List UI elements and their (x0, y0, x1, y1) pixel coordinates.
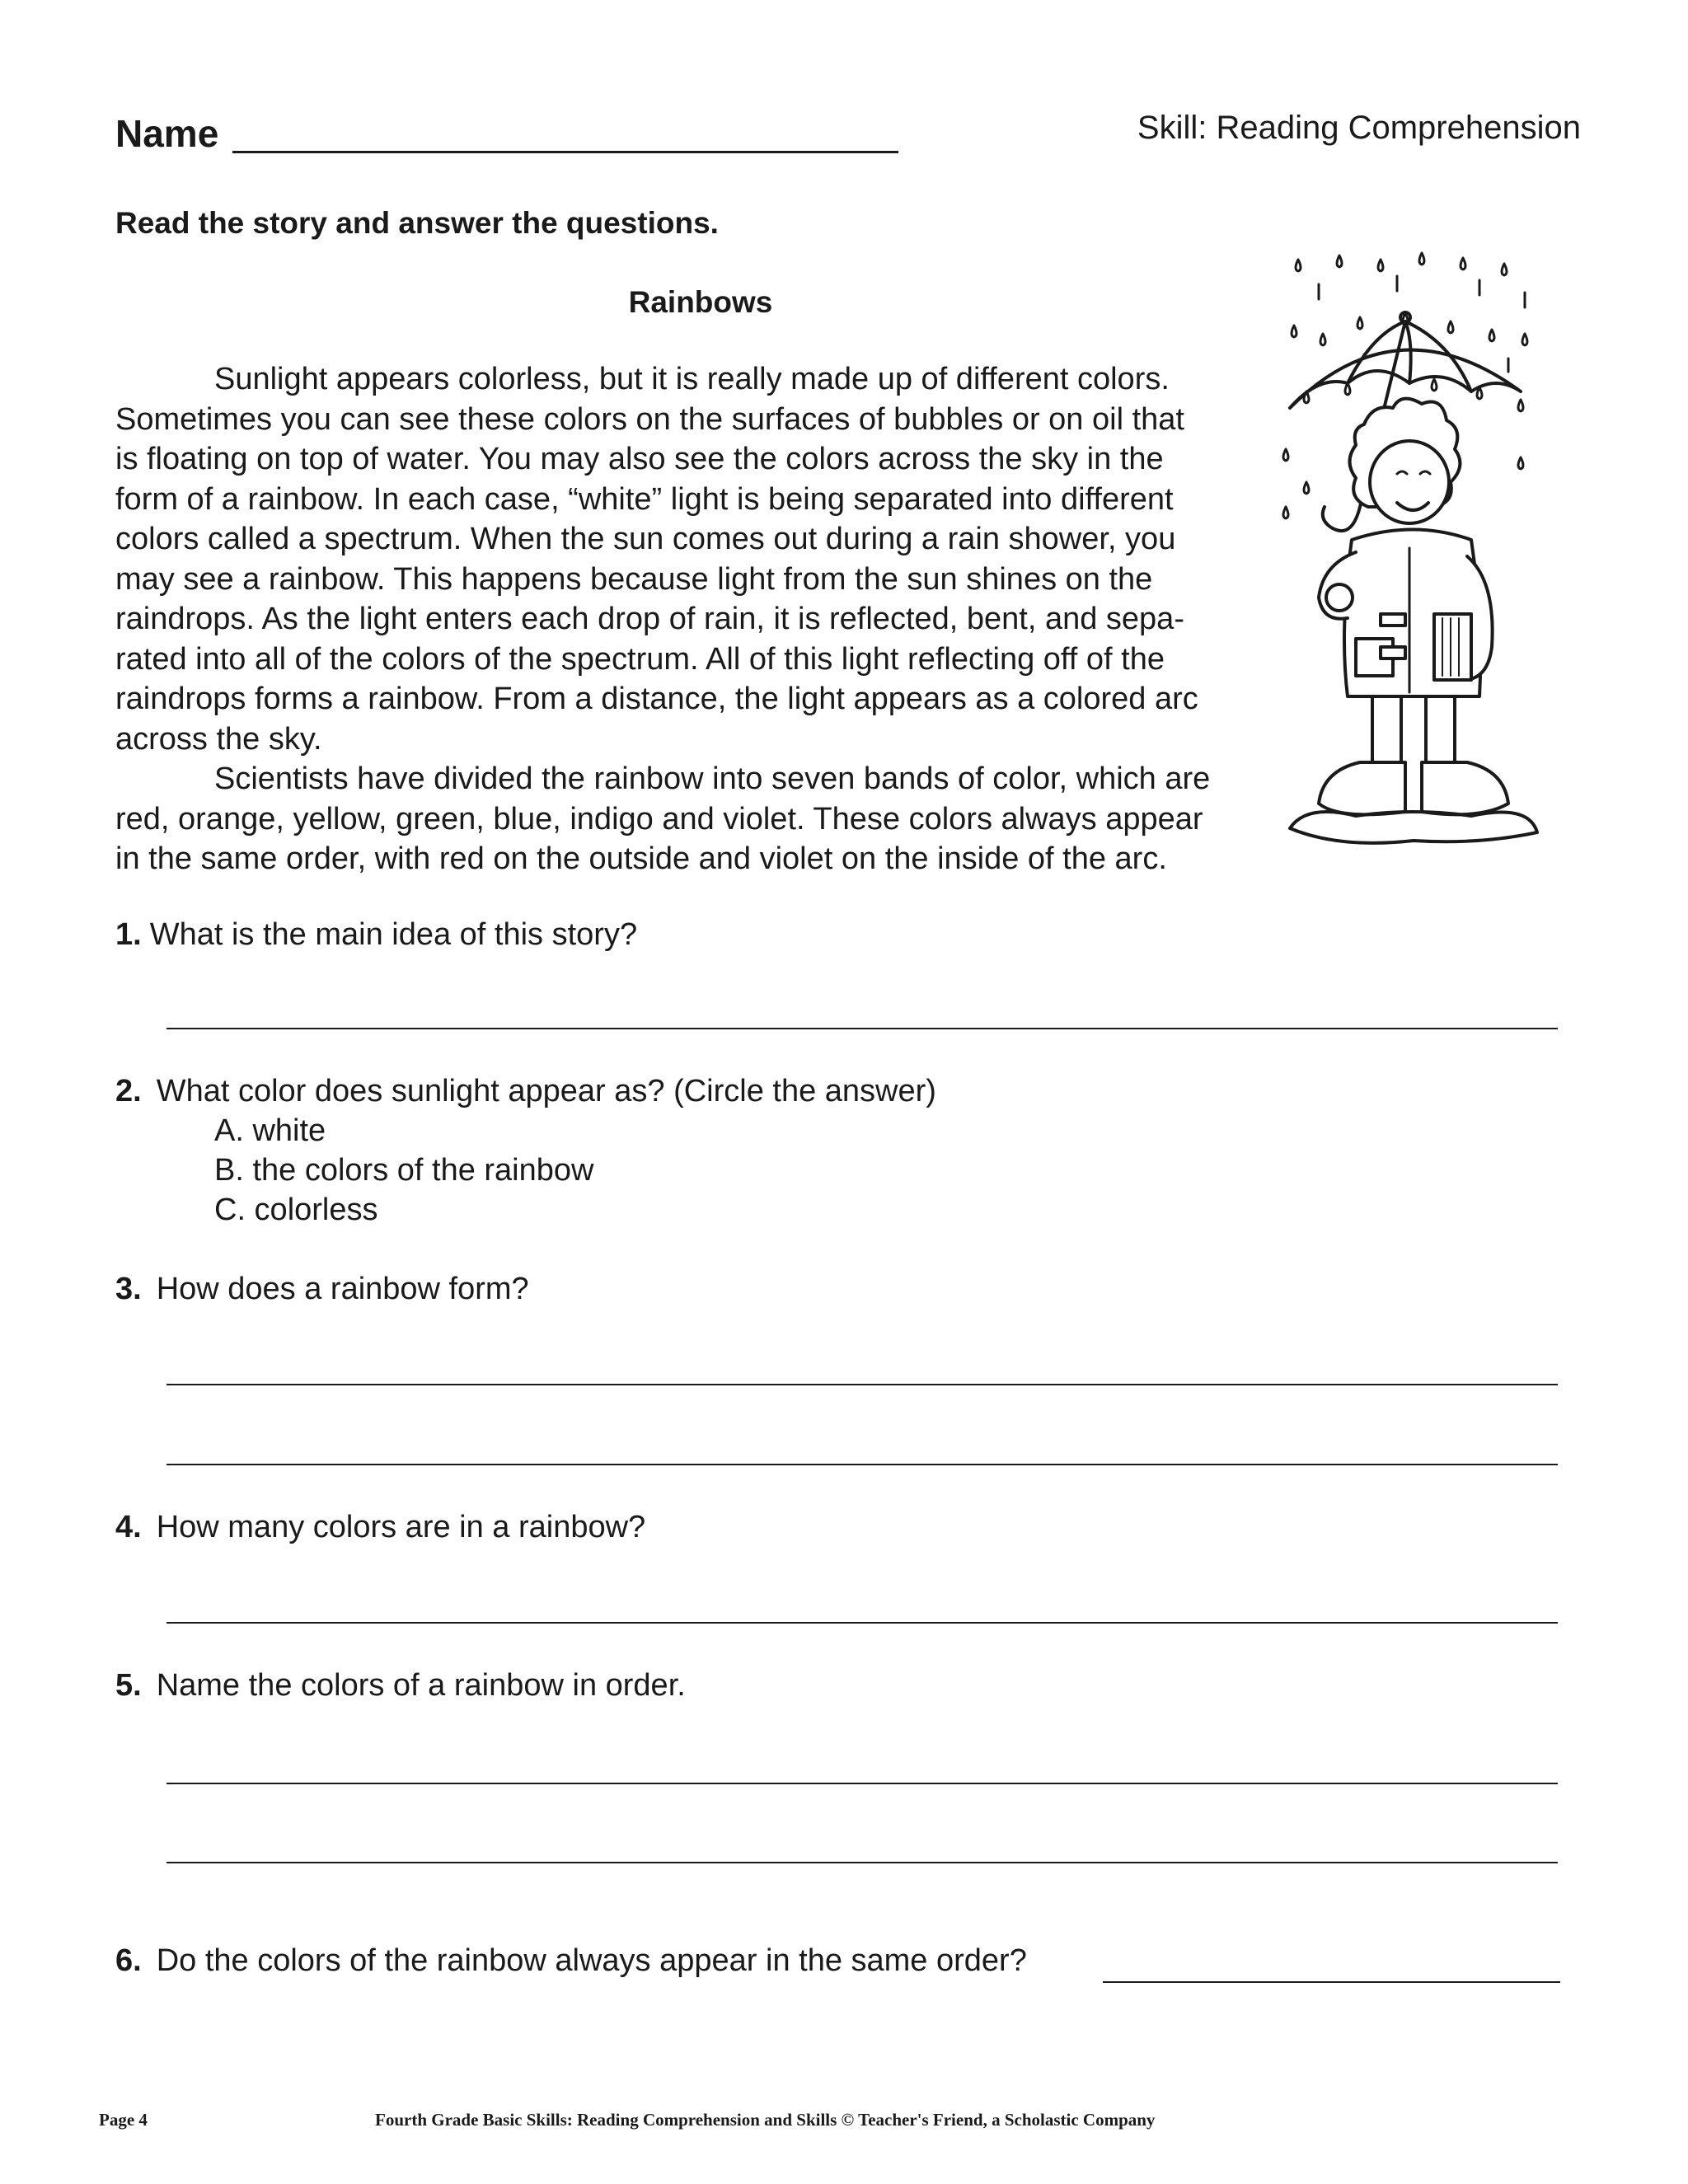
option-a[interactable]: A. white (214, 1113, 326, 1148)
question-6 (115, 1943, 1027, 1979)
question-4 (115, 1510, 645, 1545)
story-line: rated into all of the colors of the spectrum. All of this light reflecting off of the (115, 641, 1165, 677)
page-number: Page 4 (99, 2110, 148, 2130)
question-5 (115, 1668, 686, 1704)
story-line: Sunlight appears colorless, but it is really made up of different colors. (214, 362, 1170, 396)
question-text: What color does sunlight appear as? (Circle the answer) (156, 1074, 936, 1108)
story-title: Rainbows (628, 285, 773, 319)
story-line: across the sky. (115, 721, 322, 757)
story-line: Scientists have divided the rainbow into seven bands of color, which are (214, 762, 1211, 796)
option-c[interactable]: C. colorless (214, 1193, 378, 1227)
answer-line-6[interactable] (1103, 1981, 1560, 1983)
story-line: form of a rainbow. In each case, “white” light is being separated into different (115, 481, 1174, 517)
skill-label: Skill: Reading Comprehension (1137, 110, 1581, 146)
instructions: Read the story and answer the questions. (115, 206, 719, 240)
question-number: 6. (115, 1943, 142, 1978)
copyright-notice: Fourth Grade Basic Skills: Reading Comprehension and Skills © Teacher's Friend, a Scholastic Company (375, 2110, 1156, 2130)
story-line: may see a rainbow. This happens because light from the sun shines on the (115, 561, 1153, 597)
answer-line-5b[interactable] (166, 1862, 1558, 1863)
question-text: How does a rainbow form? (156, 1272, 529, 1306)
question-text: Do the colors of the rainbow always appear in the same order? (156, 1943, 1027, 1978)
question-number: 5. (115, 1668, 142, 1703)
question-number: 2. (115, 1074, 142, 1108)
child-head (1350, 399, 1461, 523)
child-with-umbrella-illustration (1273, 235, 1545, 907)
story-line: in the same order, with red on the outside and violet on the inside of the arc. (115, 841, 1167, 876)
story-line: colors called a spectrum. When the sun comes out during a rain shower, you (115, 522, 1176, 556)
question-2 (115, 1074, 936, 1109)
question-1 (115, 917, 637, 953)
story-line: red, orange, yellow, green, blue, indigo and violet. These colors always appear (115, 801, 1203, 837)
question-number: 3. (115, 1272, 142, 1306)
question-text: Name the colors of a rainbow in order. (156, 1668, 686, 1703)
story-line: raindrops forms a rainbow. From a distance, the light appears as a colored arc (115, 682, 1198, 716)
story-text (115, 359, 1286, 879)
answer-line-5a[interactable] (166, 1783, 1558, 1784)
question-number: 4. (115, 1510, 142, 1544)
story-line: raindrops. As the light enters each drop of rain, it is reflected, bent, and sepa- (115, 602, 1184, 636)
question-3 (115, 1272, 529, 1307)
answer-line-1[interactable] (166, 1028, 1558, 1029)
answer-line-4[interactable] (166, 1622, 1558, 1624)
story-line: is floating on top of water. You may also see the colors across the sky in the (115, 442, 1164, 476)
option-b[interactable]: B. the colors of the rainbow (214, 1153, 594, 1188)
question-text: How many colors are in a rainbow? (156, 1510, 646, 1544)
answer-line-3b[interactable] (166, 1464, 1558, 1465)
question-number: 1. (115, 917, 142, 952)
answer-line-3a[interactable] (166, 1384, 1558, 1385)
name-answer-line[interactable] (232, 151, 898, 153)
name-label: Name (115, 112, 219, 155)
question-text: What is the main idea of this story? (149, 917, 638, 952)
story-line: Sometimes you can see these colors on the surfaces of bubbles or on oil that (115, 401, 1184, 437)
